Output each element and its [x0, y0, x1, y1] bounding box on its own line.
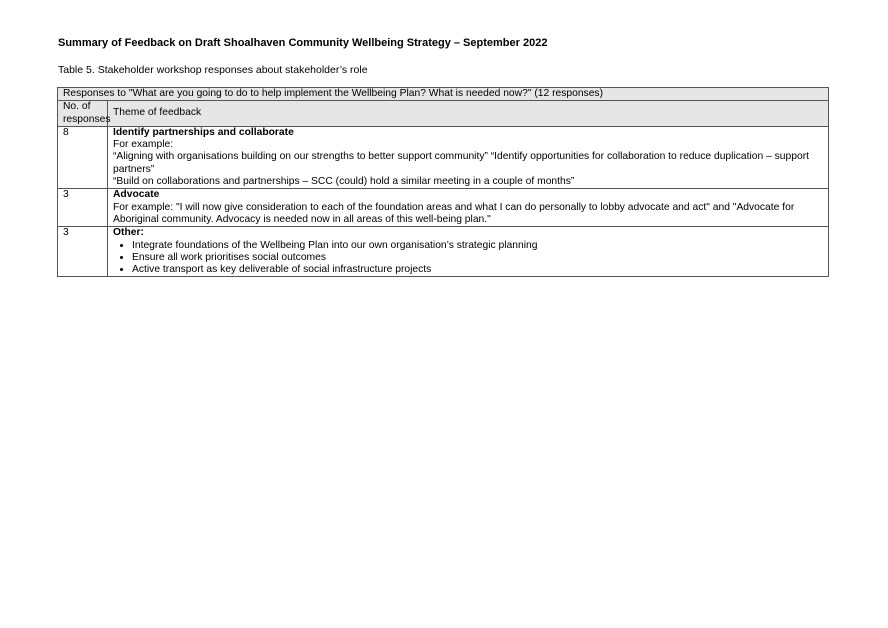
row-count: 8	[58, 126, 108, 188]
list-item: • Active transport as key deliverable of social infrastructure projects	[132, 264, 823, 276]
table-caption: Table 5. Stakeholder workshop responses about stakeholder’s role	[58, 64, 368, 76]
table-header-row	[58, 101, 829, 127]
example-label: For example:	[113, 139, 174, 151]
row-count: 3	[58, 227, 108, 277]
example-quote: “Aligning with organisations building on our strengths to better support community” “Identify opportunities for collaboration to reduce duplication – support partners”	[113, 151, 810, 175]
example-quote: “Build on collaborations and partnerships – SCC (could) hold a similar meeting in a couple of months”	[113, 176, 575, 188]
page-title: Summary of Feedback on Draft Shoalhaven Community Wellbeing Strategy – September 2022	[58, 37, 548, 49]
table-row	[58, 189, 829, 227]
table-title-row	[58, 88, 829, 101]
theme-title: Identify partnerships and collaborate	[113, 126, 294, 138]
row-theme-cell	[108, 227, 829, 277]
row-count: 3	[58, 189, 108, 227]
example-quote: For example: "I will now give consideration to each of the foundation areas and what I can do personally to lobby advocate and act" and "Advocate for Aboriginal community. Advocacy is needed now in all areas of this well-being plan."	[113, 201, 795, 225]
theme-title: Other:	[113, 227, 144, 239]
row-theme-cell	[108, 126, 829, 188]
other-list	[113, 240, 823, 277]
row-theme-cell	[108, 189, 829, 227]
table-row	[58, 227, 829, 277]
header-theme: Theme of feedback	[108, 101, 829, 127]
list-item: • Ensure all work prioritises social outcomes	[132, 252, 823, 264]
table-row	[58, 126, 829, 188]
feedback-table	[57, 87, 829, 277]
theme-title: Advocate	[113, 189, 160, 201]
table-title-cell: Responses to "What are you going to do to help implement the Wellbeing Plan? What is needed now?" (12 responses)	[58, 88, 829, 101]
header-count: No. of responses	[58, 101, 108, 127]
list-item: • Integrate foundations of the Wellbeing Plan into our own organisation’s strategic planning	[132, 240, 823, 252]
